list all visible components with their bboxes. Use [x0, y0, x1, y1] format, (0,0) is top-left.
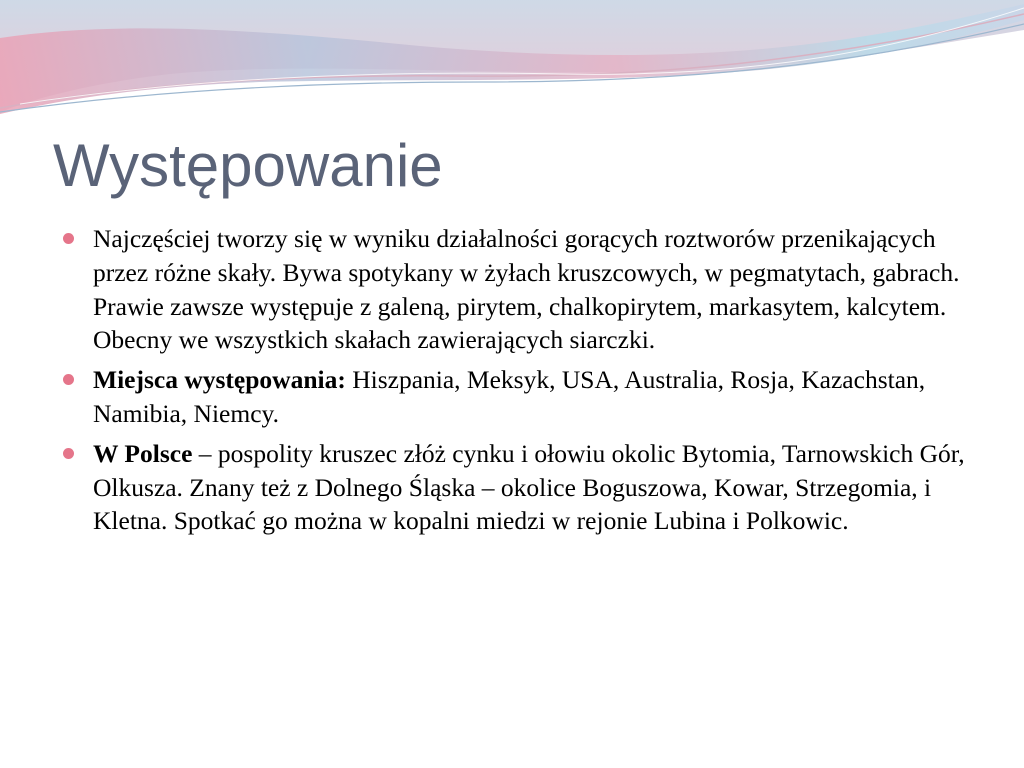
- bullet-dot-icon: [63, 233, 74, 244]
- bullet-dot-icon: [63, 448, 74, 459]
- bullet-text: – pospolity kruszec złóż cynku i ołowiu okolic Bytomia, Tarnowskich Gór, Olkusza. Znany też z Dolnego Śląska – okolice Boguszowa, Kowar, Strzegomia, i Kletna. Spotkać go można w kopalni miedzi w rejonie Lubina i Polkowic.: [93, 438, 965, 536]
- bullet-item-poland: [60, 437, 970, 538]
- header-wave-decoration: [0, 0, 1024, 130]
- bullet-item-occurrence: [60, 222, 970, 357]
- bullet-bold-label: Miejsca występowania:: [93, 365, 346, 395]
- bullet-item-locations: [60, 363, 970, 431]
- bullet-bold-label: W Polsce: [93, 438, 193, 468]
- slide-title: Występowanie: [53, 132, 443, 199]
- bullet-text: Najczęściej tworzy się w wyniku działalności gorących roztworów przenikających przez różne skały. Bywa spotykany w żyłach kruszcowych, w pegmatytach, gabrach. Prawie zawsze występuje z galeną, pirytem, chalkopirytem, markasytem, kalcytem. Obecny we wszystkich skałach zawierających siarczki.: [93, 224, 960, 355]
- bullet-dot-icon: [63, 374, 74, 385]
- bullet-list: [60, 222, 970, 544]
- bullet-text: Hiszpania, Meksyk, USA, Australia, Rosja, Kazachstan, Namibia, Niemcy.: [93, 365, 926, 428]
